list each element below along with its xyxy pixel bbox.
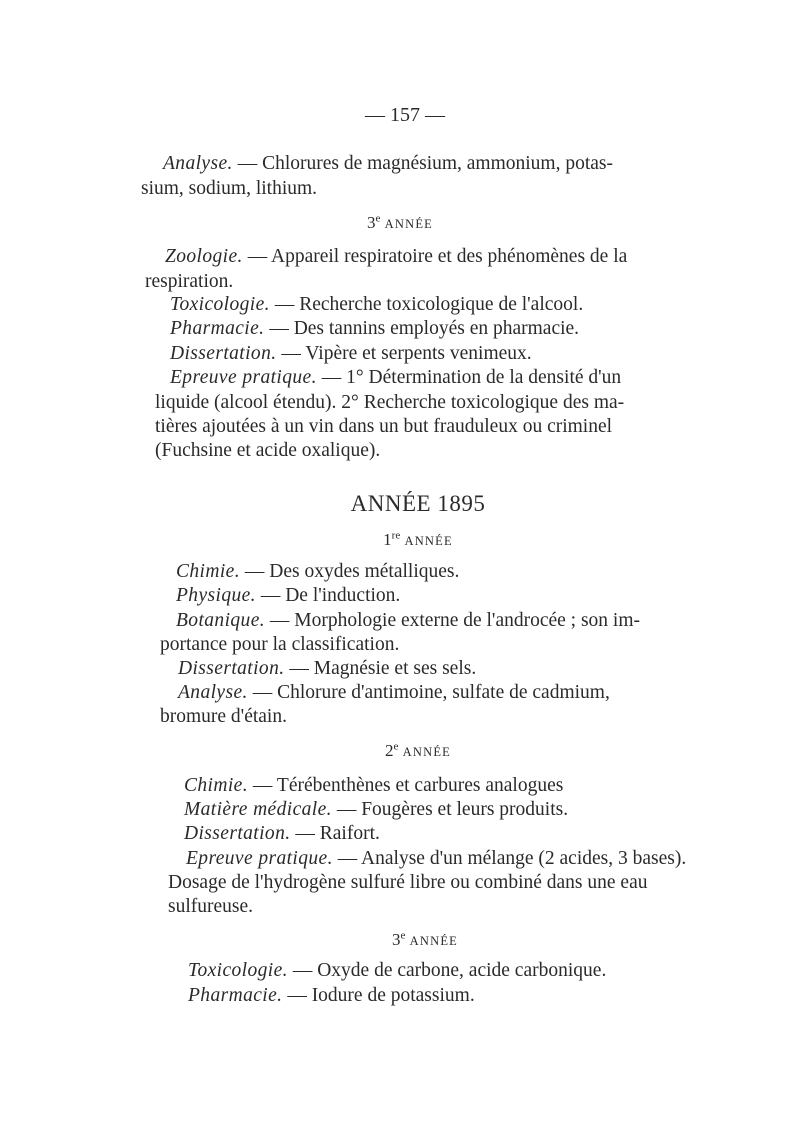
entry-text: — Chlorure d'antimoine, sulfate de cadmium, — [252, 682, 610, 703]
entry-epreuve — [170, 366, 621, 390]
entry-text: — Vipère et serpents venimeux. — [281, 343, 532, 364]
heading-word: ANNÉE — [409, 934, 458, 948]
entry-label: Chimie. — [176, 561, 241, 582]
entry-analyse — [178, 681, 610, 705]
heading-word: ANNÉE — [402, 745, 451, 759]
entry-continuation: (Fuchsine et acide oxalique). — [155, 440, 381, 461]
entry-text: — Térébenthènes et carbures analogues — [252, 775, 564, 796]
heading-number: 1 — [383, 530, 392, 549]
heading-3e-annee — [0, 213, 800, 234]
entry-label: Toxicologie. — [170, 294, 270, 315]
entry-text: — Analyse d'un mélange (2 acides, 3 bases). — [337, 848, 687, 869]
heading-superscript: e — [393, 740, 399, 753]
entry-epreuve — [186, 847, 686, 871]
entry-label: Matière médicale. — [184, 799, 332, 820]
heading-3e-annee — [25, 930, 800, 951]
entry-continuation: bromure d'étain. — [160, 706, 287, 727]
entry-text: — Fougères et leurs produits. — [336, 799, 569, 820]
heading-superscript: re — [391, 529, 401, 542]
entry-continuation: tières ajoutées à un vin dans un but frauduleux ou criminel — [155, 416, 613, 437]
entry-continuation: Dosage de l'hydrogène sulfuré libre ou combiné dans une eau — [168, 872, 648, 893]
entry-text: — Appareil respiratoire et des phénomènes de la — [247, 246, 628, 267]
heading-number: 2 — [385, 741, 394, 760]
entry-continuation: portance pour la classification. — [160, 634, 400, 655]
entry-chimie — [176, 560, 459, 584]
entry-dissertation — [178, 657, 476, 681]
entry-label: Pharmacie. — [170, 318, 265, 339]
entry-dissertation — [184, 822, 380, 846]
heading-number: 3 — [392, 930, 401, 949]
heading-number: 3 — [367, 213, 376, 232]
entry-label: Pharmacie. — [188, 985, 283, 1006]
page-number: — 157 — — [365, 104, 445, 126]
heading-1re-annee — [18, 530, 800, 551]
entry-text: — Des oxydes métalliques. — [244, 561, 460, 582]
entry-text: — 1° Détermination de la densité d'un — [321, 367, 622, 388]
entry-dissertation — [170, 342, 532, 366]
entry-label: Dissertation. — [178, 658, 285, 679]
entry-text: — Des tannins employés en pharmacie. — [269, 318, 580, 339]
entry-label: Botanique. — [176, 610, 266, 631]
entry-label: Dissertation. — [184, 823, 291, 844]
entry-physique — [176, 584, 400, 608]
entry-text: — Oxyde de carbone, acide carbonique. — [292, 960, 607, 981]
entry-text: — Recherche toxicologique de l'alcool. — [274, 294, 584, 315]
entry-pharmacie — [188, 984, 475, 1008]
entry-text: — Chlorures de magnésium, ammonium, potas- — [237, 153, 614, 174]
entry-text: — De l'induction. — [260, 585, 401, 606]
entry-label: Zoologie. — [165, 246, 243, 267]
entry-toxicologie — [170, 293, 583, 317]
heading-word: ANNÉE — [384, 217, 433, 231]
entry-toxicologie — [188, 959, 606, 983]
entry-label: Epreuve pratique. — [186, 848, 333, 869]
heading-2e-annee — [18, 741, 800, 762]
entry-label: Epreuve pratique. — [170, 367, 317, 388]
entry-botanique — [176, 609, 640, 633]
year-heading: ANNÉE 1895 — [350, 491, 486, 516]
entry-continuation: liquide (alcool étendu). 2° Recherche toxicologique des ma- — [155, 392, 625, 413]
entry-continuation: sium, sodium, lithium. — [141, 178, 318, 199]
entry-label: Dissertation. — [170, 343, 277, 364]
entry-continuation: sulfureuse. — [168, 896, 254, 917]
entry-matiere-medicale — [184, 798, 568, 822]
entry-text: — Morphologie externe de l'androcée ; son im- — [269, 610, 641, 631]
entry-continuation: respiration. — [145, 271, 234, 292]
entry-label: Analyse. — [163, 153, 233, 174]
entry-text: — Iodure de potassium. — [287, 985, 475, 1006]
entry-label: Physique. — [176, 585, 256, 606]
heading-word: ANNÉE — [404, 534, 453, 548]
entry-label: Toxicologie. — [188, 960, 288, 981]
entry-label: Chimie. — [184, 775, 249, 796]
heading-superscript: e — [375, 212, 381, 225]
entry-label: Analyse. — [178, 682, 248, 703]
entry-text: — Raifort. — [295, 823, 380, 844]
entry-zoologie — [165, 245, 627, 269]
entry-analyse-1 — [163, 152, 613, 176]
entry-text: — Magnésie et ses sels. — [289, 658, 477, 679]
heading-superscript: e — [400, 929, 406, 942]
entry-pharmacie — [170, 317, 579, 341]
entry-chimie — [184, 774, 563, 798]
